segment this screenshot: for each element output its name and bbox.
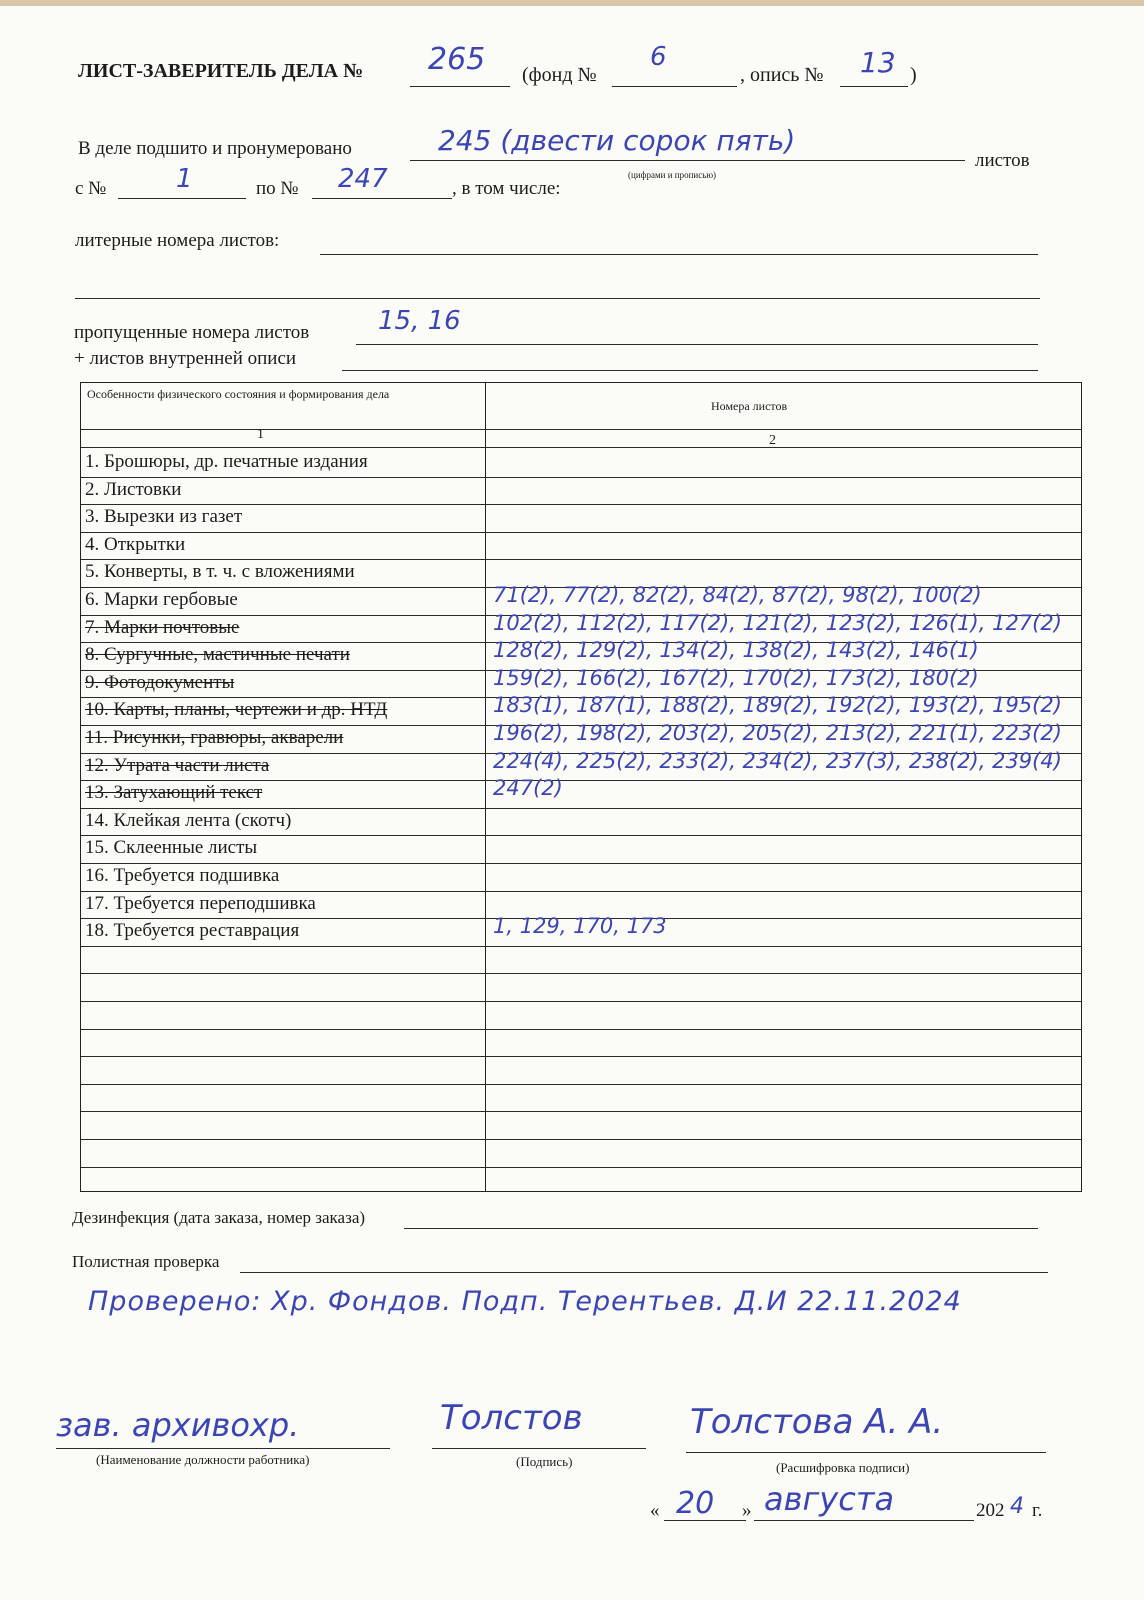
table-row-label: 17. Требуется переподшивка — [85, 892, 316, 914]
skipped-numbers-value[interactable]: 15, 16 — [378, 306, 461, 336]
check-note[interactable]: Проверено: Хр. Фондов. Подп. Терентьев. Д.И 22.11.2024 — [88, 1286, 962, 1317]
table-row-label: 5. Конверты, в т. ч. с вложениями — [85, 561, 355, 583]
table-row-value[interactable]: 1, 129, 170, 173 — [493, 914, 667, 939]
table-row-rule — [81, 780, 1081, 781]
case-number[interactable]: 265 — [428, 42, 486, 77]
table-row-rule — [81, 1029, 1081, 1030]
fond-number[interactable]: 6 — [650, 42, 667, 72]
table-row-label: 11. Рисунки, гравюры, акварели — [85, 727, 344, 748]
table-row-label: 10. Карты, планы, чертежи и др. НТД — [85, 699, 388, 721]
skipped-numbers-underline — [356, 344, 1038, 345]
skipped-numbers-label: пропущенные номера листов — [74, 322, 310, 343]
date-month-underline — [754, 1520, 974, 1521]
table-row-label: 16. Требуется подшивка — [85, 865, 280, 886]
table-row-rule — [81, 863, 1081, 864]
case-number-underline — [410, 86, 510, 87]
table-row-value[interactable]: 159(2), 166(2), 167(2), 170(2), 173(2), 180(2) — [493, 665, 979, 690]
table-row-value[interactable]: 102(2), 112(2), 117(2), 121(2), 123(2), 126(1), 127(2) — [493, 610, 1062, 635]
table-row-label: 14. Клейкая лента (скотч) — [85, 809, 292, 831]
from-underline — [118, 198, 246, 199]
signature-underline — [432, 1448, 646, 1449]
table-header-col1: Особенности физического состояния и формирования дела — [87, 387, 390, 401]
table-row-rule — [81, 1167, 1081, 1168]
table-row-rule — [81, 973, 1081, 974]
sheets-count-written[interactable]: 245 (двести сорок пять) — [438, 124, 796, 157]
table-row-rule — [81, 504, 1081, 505]
table-header-rule — [81, 429, 1081, 430]
table-row-rule — [81, 559, 1081, 560]
table-col2-number: 2 — [769, 433, 776, 448]
literal-numbers-underline-2 — [75, 298, 1040, 299]
signature-value[interactable]: Толстов — [440, 1398, 583, 1438]
table-row-rule — [81, 532, 1081, 533]
sheets-unit-label: листов — [975, 150, 1030, 171]
table-row-rule — [81, 1111, 1081, 1112]
table-row-value[interactable]: 128(2), 129(2), 134(2), 138(2), 143(2), 146(1) — [493, 638, 979, 663]
table-row-label: 6. Марки гербовые — [85, 589, 238, 610]
position-caption: (Наименование должности работника) — [96, 1452, 310, 1467]
table-row-rule — [81, 1084, 1081, 1085]
close-paren: ) — [910, 64, 917, 86]
from-number[interactable]: 1 — [176, 164, 193, 194]
date-year-suffix: г. — [1032, 1500, 1043, 1521]
table-row-label: 18. Требуется реставрация — [85, 920, 300, 942]
fond-underline — [612, 86, 737, 87]
paper-top-edge — [0, 0, 1144, 6]
physical-state-table — [80, 382, 1082, 1192]
format-hint: (цифрами и прописью) — [628, 170, 717, 180]
inner-inventory-label: + листов внутренней описи — [74, 348, 297, 369]
table-row-rule — [81, 477, 1081, 478]
table-row-rule — [81, 1056, 1081, 1057]
table-row-value[interactable]: 196(2), 198(2), 203(2), 205(2), 213(2), 221(1), 223(2) — [493, 721, 1062, 745]
position-underline — [56, 1448, 390, 1449]
date-year-prefix: 202 — [976, 1500, 1005, 1521]
disinfection-underline — [404, 1228, 1038, 1229]
table-row-rule — [81, 835, 1081, 836]
table-row-label: 9. Фотодокументы — [85, 671, 235, 693]
table-col1-number: 1 — [257, 427, 264, 442]
to-label: по № — [256, 178, 299, 199]
table-row-rule — [81, 808, 1081, 809]
table-row-label: 15. Склеенные листы — [85, 837, 258, 859]
table-row-label: 12. Утрата части листа — [85, 754, 270, 776]
name-value[interactable]: Толстова А. А. — [690, 1402, 944, 1442]
including-label: , в том числе: — [452, 178, 561, 199]
check-label: Полистная проверка — [72, 1252, 220, 1271]
literal-numbers-underline — [320, 254, 1038, 255]
table-row-rule — [81, 891, 1081, 892]
fond-label: (фонд № — [522, 64, 597, 86]
table-row-label: 3. Вырезки из газет — [85, 506, 243, 528]
date-open-quote: « — [650, 1500, 660, 1521]
opis-label: , опись № — [740, 64, 824, 86]
from-label: с № — [75, 178, 107, 199]
table-row-rule — [81, 1001, 1081, 1002]
form-title: ЛИСТ-ЗАВЕРИТЕЛЬ ДЕЛА № — [78, 60, 364, 82]
table-row-rule — [81, 946, 1081, 947]
opis-number[interactable]: 13 — [860, 46, 896, 79]
table-row-label: 1. Брошюры, др. печатные издания — [85, 451, 368, 472]
opis-underline — [840, 86, 908, 87]
date-year-digit[interactable]: 4 — [1010, 1494, 1024, 1519]
table-row-rule — [81, 1139, 1081, 1140]
date-day[interactable]: 20 — [676, 1486, 715, 1521]
table-row-label: 8. Сургучные, мастичные печати — [85, 644, 350, 666]
table-row-label: 13. Затухающий текст — [85, 782, 263, 804]
table-row-label: 4. Открытки — [85, 533, 186, 555]
table-row-value[interactable]: 247(2) — [493, 776, 563, 801]
date-close-quote: » — [742, 1500, 752, 1521]
to-underline — [312, 198, 452, 199]
sheets-count-underline — [410, 160, 965, 161]
date-month[interactable]: августа — [764, 1480, 895, 1518]
table-row-value[interactable]: 183(1), 187(1), 188(2), 189(2), 192(2), 193(2), 195(2) — [493, 693, 1062, 718]
position-value[interactable]: зав. архивохр. — [56, 1406, 300, 1444]
table-row-label: 7. Марки почтовые — [85, 616, 240, 638]
literal-numbers-label: литерные номера листов: — [75, 230, 280, 251]
table-colnum-rule — [81, 447, 1081, 448]
inner-inventory-underline — [342, 370, 1038, 371]
table-header-col2: Номера листов — [711, 399, 788, 413]
table-row-value[interactable]: 224(4), 225(2), 233(2), 234(2), 237(3), 238(2), 239(4) — [493, 748, 1062, 773]
to-number[interactable]: 247 — [338, 164, 388, 194]
name-caption: (Расшифровка подписи) — [776, 1460, 910, 1475]
sheets-intro-label: В деле подшито и пронумеровано — [78, 138, 352, 159]
table-row-label: 2. Листовки — [85, 478, 182, 500]
name-underline — [686, 1452, 1046, 1453]
signature-caption: (Подпись) — [516, 1454, 573, 1469]
check-underline — [240, 1272, 1048, 1273]
table-row-value[interactable]: 71(2), 77(2), 82(2), 84(2), 87(2), 98(2), 100(2) — [493, 583, 982, 607]
disinfection-label: Дезинфекция (дата заказа, номер заказа) — [72, 1208, 366, 1227]
